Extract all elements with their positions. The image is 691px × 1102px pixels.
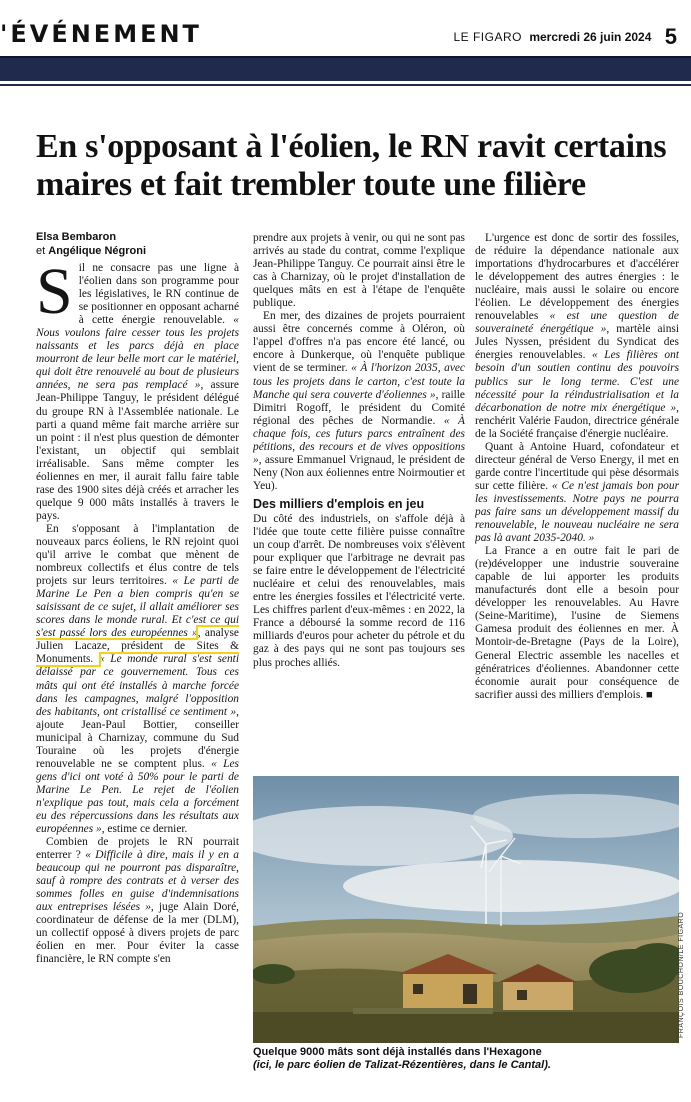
paragraph [253,310,465,493]
text-run: , analyse Julien Lacaze, président de Sites & Monuments. [36,627,239,666]
byline [36,230,146,258]
photo-credit [668,780,685,1040]
quote: « À chaque fois, ces futurs parcs entraînent des pétitions, des recours et de vives oppositions » [253,414,465,466]
text-run: En mer, des dizaines de projets pourraient aussi être concernés comme à Oléron, où l'appel d'offres n'a pas encore été lancé, ou encore à Dunkerque, où l'enquête publique vient de se terminer. [253,310,465,375]
article-headline: En s'opposant à l'éolien, le RN ravit certains maires et fait trembler toute une filière [36,128,667,203]
author-joiner: et [36,245,46,257]
quote: « Ce n'est jamais bon pour les investissements. Notre pays ne pourra pas faire sans un développement massif du renouvelable, le nouveau nucléaire ne sera pas là avant 2035-2040. » [475,479,679,545]
issue-date: mercredi 26 juin 2024 [529,30,652,44]
text-run: , martèle ainsi Jules Nyssen, président du Syndicat des énergies renouvelables. [475,323,679,362]
paragraph: Du côté des industriels, on s'affole déjà à l'idée que toute cette filière puisse connaître un coup d'arrêt. De nombreuses voix s'élèvent pour expliquer que l'arbitrage ne devrait pas se faire entre le développement de l'électricité nucléaire et celui des renouvelables, mais entre les énergies fossiles et l'électricité verte. Les chiffres parlent d'eux-mêmes : en 2022, la France a déboursé la somme record de 116 milliards d'euros pour acheter du pétrole et du gaz à des pays qui ne sont pas toujours ses plus proches alliés. [253,512,465,669]
caption-sub: (ici, le parc éolien de Talizat-Rézentières, dans le Cantal). [253,1059,551,1071]
text-run: , estime ce dernier. [101,823,188,836]
text-run: , juge Alain Doré, coordinateur de défense de la mer (DLM), un collectif opposé à divers projets de parc éolien en mer. Pour éviter la casse financière, le RN compte s'en [36,901,239,966]
photo-credit-text: FRANÇOIS BOUCHON/LE FIGARO [678,911,685,1038]
quote: « Nous voulons faire cesser tous les projets naissants et les parcs déjà en place mourront de leur belle mort car le matériel, qui doit être renouvelé au bout de plusieurs années, ne sera pas remplacé » [36,314,239,392]
text-run: il ne consacre pas une ligne à l'éolien dans son programme pour les législatives, le RN continue de se positionner en opposant acharné à cette énergie renouvelable. [78,262,239,327]
quote: « Le parti de Marine Le Pen a bien compris qu'en se saisissant de ce sujet, il allait améliorer ses scores dans le monde rural. Et c'est ce qui s'est passé lors des européennes » [36,575,239,640]
author-name: Angélique Négroni [48,245,147,257]
masthead [453,24,677,50]
paragraph [475,232,679,441]
paragraph [36,836,239,966]
article-photo [253,776,679,1043]
header-rule [0,84,691,86]
quote: « Les gens d'ici ont voté à 50% pour le parti de Marine Le Pen. Le rejet de l'éolien n'explique pas tout, mais cela a forcément eu des répercussions dans les résultats aux européennes » [36,757,239,836]
caption-main: Quelque 9000 mâts sont déjà installés dans l'Hexagone [253,1046,542,1058]
article-column-3 [475,232,679,792]
article-column-1 [36,262,239,1062]
text-run: Quant à Antoine Huard, cofondateur et directeur général de Verso Energy, il met en garde contre l'incertitude qui pèse désormais sur cette filière. [475,440,679,492]
quote: « Difficile à dire, mais il y en a beaucoup qui ne pourront pas disparaître, sauf à rompre des contrats et à verser des sommes folles en guise d'indemnisations aux entreprises lésées » [36,849,239,914]
section-title: 'ÉVÉNEMENT [0,20,202,48]
text-run: , renchérit Valérie Faudon, directrice générale de la Société française d'énergie nucléaire. [475,401,679,440]
text-run: En s'opposant à l'implantation de nouveaux parcs éoliens, le RN rejoint quoi qu'il arrive le combat que mènent de nombreux collectifs et élus contre de tels projets sur leurs territoires. [36,522,239,588]
author-name: Elsa Bembaron [36,231,117,243]
newspaper-name: LE FIGARO [453,30,522,44]
text-run: L'urgence est donc de sortir des fossiles, de réduire la dépendance nationale aux importations d'hydrocarbures et d'accélérer le développement des autres énergies : le nucléaire, mais aussi le solaire ou encore l'éolien. Le développement des énergies renouvelables [475,232,679,323]
paragraph [36,523,239,836]
wind-farm-photo [253,776,679,1043]
drop-cap: S [36,262,73,328]
text-run: , ajoute Jean-Paul Bottier, conseiller municipal à Charnizay, commune du Sud Touraine où les projets d'énergie renouvelable ne se comptent plus. [36,705,239,770]
page-header [0,0,691,54]
header-band [0,56,691,81]
paragraph: La France a en outre fait le pari de (re)développer une industrie souveraine capable de lui apporter les produits manufacturés dont elle a besoin pour développer les renouvelables. Au Havre (Seine-Maritime), l'usine de Siemens Gamesa produit des éoliennes en mer. À Montoir-de-Bretagne (Pays de la Loire), General Electric assemble les nacelles et génératrices d'éoliennes. Abandonner cette économie aurait pour conséquence de sacrifier aussi des milliers d'emplois. ■ [475,545,679,701]
quote: « À l'horizon 2035, avec tous les projets dans le carton, c'est toute la Manche qui sera couverte d'éoliennes » [253,362,465,401]
paragraph: prendre aux projets à venir, ou qui ne sont pas arrivés au stade du contrat, comme l'explique Jean-Philippe Tanguy. Ce pourrait ainsi être le cas à Charnizay, où le projet d'installation de quelques mâts en est à l'étape de l'enquête publique. [253,232,465,310]
text-run: , assure Emmanuel Vrignaud, le président de Neny (Non aux éoliennes entre Noirmoutier et Yeu). [253,453,465,492]
photo-caption [253,1046,679,1072]
subheading: Des milliers d'emplois en jeu [253,496,425,511]
text-run: , raille Dimitri Rogoff, le président du Comité régional des pêches de Normandie. [253,388,465,427]
text-run: Combien de projets le RN pourrait enterrer ? [36,836,239,862]
text-run: , assure Jean-Philippe Tanguy, le président délégué du groupe RN à l'Assemblée nationale. Le parti a quand même fait marche arrière sur un point : il n'est plus question de démonter l'existant, un objectif qui semblait irréalisable. Sans même compter les éoliennes en mer, il aurait fallu faire table rase des 1900 sites déjà créés et arracher les quelque 9 000 mâts installés à travers le pays. [36,379,239,522]
paragraph [36,262,239,523]
quote: « Les filières ont besoin d'un soutien continu des pouvoirs publics sur le long terme. C'est une nécessité pour la réindustrialisation et la décarbonation de notre mix énergétique » [475,349,679,414]
article-column-2 [253,232,465,772]
quote: « est une question de souveraineté énergétique » [475,310,679,336]
page-number: 5 [664,24,677,49]
quote: « Le monde rural s'est senti délaissé par ce gouvernement. Tous ces mâts qui ont été installés à marche forcée dans les campagnes, malgré l'opposition des habitants, ont cristallisé ce sentiment » [36,653,239,718]
paragraph [475,441,679,545]
